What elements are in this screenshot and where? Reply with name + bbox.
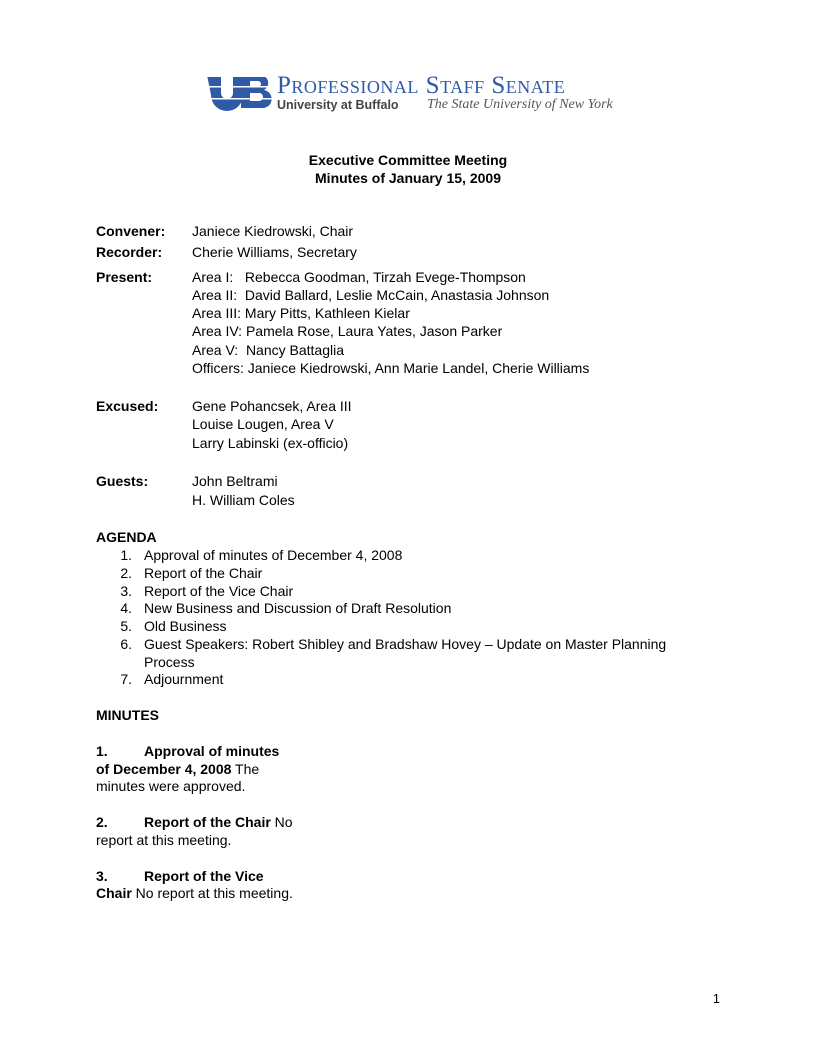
ub-logo-icon xyxy=(205,72,275,112)
agenda-item-number: 7. xyxy=(120,671,132,687)
guest-line: John Beltrami xyxy=(192,473,278,489)
section-1-line xyxy=(96,761,259,777)
section-2-heading: Report of the Chair xyxy=(144,814,271,830)
logo-title: Professional Staff Senate xyxy=(277,72,566,99)
agenda-item: Adjournment xyxy=(144,671,224,687)
agenda-item-number: 3. xyxy=(120,583,132,599)
agenda-item-number: 5. xyxy=(120,618,132,634)
section-2-body: No xyxy=(270,814,293,830)
agenda-item: Guest Speakers: Robert Shibley and Bradshaw Hovey – Update on Master Planning xyxy=(144,636,667,652)
guests-label: Guests: xyxy=(96,473,149,489)
recorder-label: Recorder: xyxy=(96,244,163,260)
section-1-heading-cont: of December 4, 2008 xyxy=(96,761,232,777)
section-3-body: No report at this meeting. xyxy=(131,885,293,901)
guest-line: H. William Coles xyxy=(192,492,295,508)
logo-university: University at Buffalo xyxy=(277,98,399,112)
agenda-item: Old Business xyxy=(144,618,227,634)
agenda-item-continuation: Process xyxy=(144,654,195,670)
excused-line: Larry Labinski (ex-officio) xyxy=(192,435,349,451)
agenda-item: Approval of minutes of December 4, 2008 xyxy=(144,547,403,563)
agenda-item-number: 6. xyxy=(120,636,132,652)
present-line: Area IV: Pamela Rose, Laura Yates, Jason Parker xyxy=(192,323,503,339)
section-3-number: 3. xyxy=(96,868,108,884)
section-3-heading-cont: Chair xyxy=(96,885,132,901)
excused-label: Excused: xyxy=(96,398,159,414)
agenda-heading: AGENDA xyxy=(96,529,157,545)
agenda-item-number: 2. xyxy=(120,565,132,581)
present-line: Area V: Nancy Battaglia xyxy=(192,342,345,358)
convener-value: Janiece Kiedrowski, Chair xyxy=(192,223,354,239)
section-2-number: 2. xyxy=(96,814,108,830)
doc-title: Executive Committee Meeting xyxy=(308,152,508,168)
present-line: Officers: Janiece Kiedrowski, Ann Marie Landel, Cherie Williams xyxy=(192,360,590,376)
present-label: Present: xyxy=(96,269,153,285)
agenda-item: Report of the Vice Chair xyxy=(144,583,294,599)
doc-subtitle: Minutes of January 15, 2009 xyxy=(315,170,501,186)
section-1-body-cont: minutes were approved. xyxy=(96,778,246,794)
section-1-heading: Approval of minutes xyxy=(144,743,280,759)
agenda-item-number: 4. xyxy=(120,600,132,616)
minutes-heading: MINUTES xyxy=(96,707,159,723)
section-1-number: 1. xyxy=(96,743,108,759)
senate-logo xyxy=(205,72,625,116)
section-2-line xyxy=(144,814,293,830)
section-2-body-cont: report at this meeting. xyxy=(96,832,232,848)
convener-label: Convener: xyxy=(96,223,166,239)
recorder-value: Cherie Williams, Secretary xyxy=(192,244,357,260)
present-line: Area II: David Ballard, Leslie McCain, Anastasia Johnson xyxy=(192,287,550,303)
present-line: Area I: Rebecca Goodman, Tirzah Evege-Thompson xyxy=(192,269,526,285)
excused-line: Gene Pohancsek, Area III xyxy=(192,398,352,414)
page-number: 1 xyxy=(712,991,720,1006)
agenda-item-number: 1. xyxy=(120,547,132,563)
present-line: Area III: Mary Pitts, Kathleen Kielar xyxy=(192,305,410,321)
section-1-body: The xyxy=(231,761,260,777)
section-3-heading: Report of the Vice xyxy=(144,868,264,884)
agenda-item: New Business and Discussion of Draft Resolution xyxy=(144,600,452,616)
excused-line: Louise Lougen, Area V xyxy=(192,416,334,432)
logo-state-university: The State University of New York xyxy=(427,97,613,112)
section-3-line xyxy=(96,885,293,901)
agenda-item: Report of the Chair xyxy=(144,565,263,581)
